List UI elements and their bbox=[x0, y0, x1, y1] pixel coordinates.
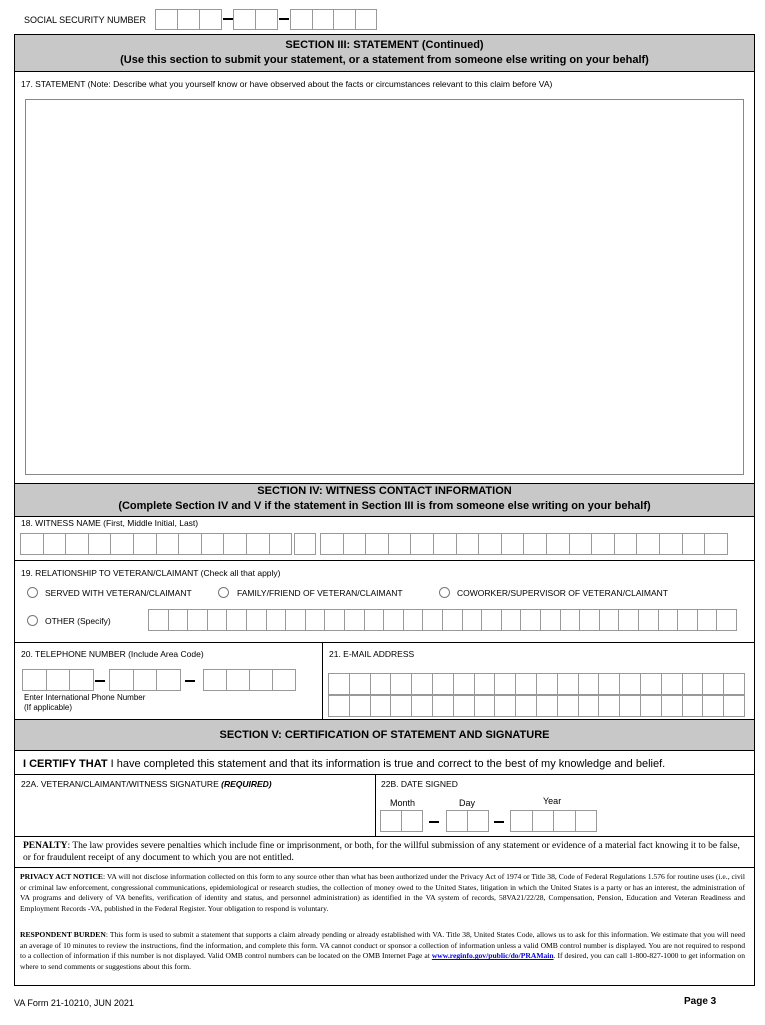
signature-field[interactable] bbox=[24, 792, 372, 834]
email-char-box[interactable] bbox=[390, 695, 412, 717]
other-char-box[interactable] bbox=[422, 609, 443, 631]
email-char-box[interactable] bbox=[619, 673, 641, 695]
phone-digit-box[interactable] bbox=[156, 669, 181, 691]
name-char-box[interactable] bbox=[569, 533, 593, 555]
name-char-box[interactable] bbox=[478, 533, 502, 555]
email-char-box[interactable] bbox=[390, 673, 412, 695]
certify-text: I have completed this statement and that its information is true and correct to the best of my knowledge and belief. bbox=[107, 758, 666, 770]
email-char-box[interactable] bbox=[474, 695, 496, 717]
field20-label: 20. TELEPHONE NUMBER (Include Area Code) bbox=[21, 649, 204, 659]
section4-header bbox=[15, 484, 754, 516]
name-char-box[interactable] bbox=[246, 533, 270, 555]
email-char-box[interactable] bbox=[640, 673, 662, 695]
phone-digit-box[interactable] bbox=[22, 669, 47, 691]
name-char-box[interactable] bbox=[591, 533, 615, 555]
intl-note-line1: Enter International Phone Number bbox=[24, 693, 146, 702]
radio-other[interactable] bbox=[27, 615, 38, 626]
email-char-box[interactable] bbox=[494, 695, 516, 717]
penalty-head: PENALTY bbox=[23, 841, 68, 851]
radio-coworker[interactable] bbox=[439, 587, 450, 598]
divider bbox=[14, 516, 755, 517]
year-digit-box[interactable] bbox=[553, 810, 576, 832]
section3-header bbox=[15, 35, 754, 71]
name-char-box[interactable] bbox=[501, 533, 525, 555]
certify-statement bbox=[23, 758, 665, 770]
option-other-label: OTHER (Specify) bbox=[45, 616, 111, 626]
radio-served[interactable] bbox=[27, 587, 38, 598]
name-char-box[interactable] bbox=[546, 533, 570, 555]
other-char-box[interactable] bbox=[501, 609, 522, 631]
email-char-box[interactable] bbox=[682, 673, 704, 695]
email-char-box[interactable] bbox=[349, 695, 371, 717]
other-char-box[interactable] bbox=[697, 609, 718, 631]
email-char-box[interactable] bbox=[640, 695, 662, 717]
email-char-box[interactable] bbox=[598, 673, 620, 695]
certify-bold: I CERTIFY THAT bbox=[23, 758, 108, 770]
name-char-box[interactable] bbox=[704, 533, 728, 555]
divider bbox=[14, 642, 755, 643]
phone-digit-box[interactable] bbox=[249, 669, 273, 691]
year-digit-box[interactable] bbox=[510, 810, 533, 832]
other-char-box[interactable] bbox=[716, 609, 737, 631]
divider bbox=[14, 774, 755, 775]
penalty-text: : The law provides severe penalties which include fine or imprisonment, or both, for the willful submission of any statement or evidence of a material fact knowing it to be false, or for fraudulent receipt of any document to which you are not entitled. bbox=[23, 841, 740, 863]
email-char-box[interactable] bbox=[453, 673, 475, 695]
page-number: Page 3 bbox=[684, 996, 717, 1007]
name-char-box[interactable] bbox=[682, 533, 706, 555]
email-char-box[interactable] bbox=[474, 673, 496, 695]
name-char-box[interactable] bbox=[43, 533, 67, 555]
other-char-box[interactable] bbox=[226, 609, 247, 631]
divider bbox=[14, 560, 755, 561]
privacy-act-notice bbox=[20, 872, 745, 915]
email-char-box[interactable] bbox=[453, 695, 475, 717]
ssn-digit-box[interactable] bbox=[355, 9, 378, 30]
privacy-head: PRIVACY ACT NOTICE bbox=[20, 872, 104, 881]
other-char-box[interactable] bbox=[187, 609, 208, 631]
other-char-box[interactable] bbox=[520, 609, 541, 631]
intl-phone-note bbox=[24, 693, 145, 713]
phone-digit-box[interactable] bbox=[226, 669, 250, 691]
statement-textarea[interactable] bbox=[25, 99, 744, 475]
ssn-label: SOCIAL SECURITY NUMBER bbox=[24, 15, 147, 25]
name-char-box[interactable] bbox=[133, 533, 157, 555]
name-char-box[interactable] bbox=[88, 533, 112, 555]
name-char-box[interactable] bbox=[636, 533, 660, 555]
divider bbox=[14, 867, 755, 868]
day-digit-box[interactable] bbox=[446, 810, 468, 832]
section4-subtitle: (Complete Section IV and V if the statement in Section III is from someone else writing on your behalf) bbox=[118, 500, 651, 512]
email-char-box[interactable] bbox=[515, 673, 537, 695]
dash-separator bbox=[185, 680, 195, 682]
other-char-box[interactable] bbox=[403, 609, 424, 631]
other-char-box[interactable] bbox=[285, 609, 306, 631]
ssn-digit-box[interactable] bbox=[155, 9, 178, 30]
divider bbox=[322, 642, 323, 719]
name-char-box[interactable] bbox=[523, 533, 547, 555]
email-char-box[interactable] bbox=[515, 695, 537, 717]
email-char-box[interactable] bbox=[411, 673, 433, 695]
field22a-label bbox=[21, 779, 272, 789]
phone-digit-box[interactable] bbox=[272, 669, 296, 691]
field18-label: 18. WITNESS NAME (First, Middle Initial, Last) bbox=[21, 518, 199, 528]
burden-text: : This form is used to submit a statement that supports a claim already pending or already established with VA. Title 38, United States Code, allows us to ask for this information. We estimate that you will need an average of 10 minutes to review the instructions, find the information, and complete this form. VA cannot conduct or sponsor a collection of information unless a valid OMB control number is displayed. You are not required to respond to a collection of information if this number is not displayed. Valid OMB control numbers can be located on the OMB Internet Page at bbox=[20, 930, 745, 961]
burden-text-2: . If desired, you can call 1-800-827-1000 to get information on where to send comments or suggestions about this form. bbox=[20, 951, 746, 972]
other-char-box[interactable] bbox=[618, 609, 639, 631]
radio-family[interactable] bbox=[218, 587, 229, 598]
intl-note-line2: (If applicable) bbox=[24, 703, 73, 712]
form-id: VA Form 21-10210, JUN 2021 bbox=[14, 998, 134, 1008]
name-char-box[interactable] bbox=[659, 533, 683, 555]
name-char-box[interactable] bbox=[456, 533, 480, 555]
dash-separator bbox=[223, 18, 233, 20]
day-label: Day bbox=[459, 798, 476, 808]
email-char-box[interactable] bbox=[328, 673, 350, 695]
name-char-box[interactable] bbox=[156, 533, 180, 555]
email-char-box[interactable] bbox=[619, 695, 641, 717]
other-char-box[interactable] bbox=[599, 609, 620, 631]
section5-title: SECTION V: CERTIFICATION OF STATEMENT AND SIGNATURE bbox=[15, 720, 754, 750]
field21-label: 21. E-MAIL ADDRESS bbox=[329, 649, 415, 659]
other-char-box[interactable] bbox=[266, 609, 287, 631]
name-char-box[interactable] bbox=[110, 533, 134, 555]
burden-head: RESPONDENT BURDEN bbox=[20, 930, 106, 939]
other-char-box[interactable] bbox=[344, 609, 365, 631]
option-served-label: SERVED WITH VETERAN/CLAIMANT bbox=[45, 588, 192, 598]
pra-link[interactable]: www.reginfo.gov/public/do/PRAMain bbox=[431, 951, 554, 961]
name-char-box[interactable] bbox=[201, 533, 225, 555]
email-char-box[interactable] bbox=[349, 673, 371, 695]
phone-digit-box[interactable] bbox=[109, 669, 134, 691]
ssn-digit-box[interactable] bbox=[199, 9, 222, 30]
year-digit-box[interactable] bbox=[575, 810, 598, 832]
email-char-box[interactable] bbox=[578, 673, 600, 695]
email-char-box[interactable] bbox=[536, 673, 558, 695]
email-char-box[interactable] bbox=[723, 673, 745, 695]
ssn-digit-box[interactable] bbox=[290, 9, 313, 30]
other-char-box[interactable] bbox=[579, 609, 600, 631]
other-char-box[interactable] bbox=[246, 609, 267, 631]
other-char-box[interactable] bbox=[324, 609, 345, 631]
email-char-box[interactable] bbox=[578, 695, 600, 717]
other-char-box[interactable] bbox=[207, 609, 228, 631]
divider bbox=[14, 836, 755, 837]
email-char-box[interactable] bbox=[557, 695, 579, 717]
phone-digit-box[interactable] bbox=[133, 669, 158, 691]
middle-initial-box[interactable] bbox=[294, 533, 316, 555]
name-char-box[interactable] bbox=[343, 533, 367, 555]
email-char-box[interactable] bbox=[536, 695, 558, 717]
phone-digit-box[interactable] bbox=[46, 669, 71, 691]
email-char-box[interactable] bbox=[661, 695, 683, 717]
other-char-box[interactable] bbox=[148, 609, 169, 631]
dash-separator bbox=[95, 680, 105, 682]
section3-title: SECTION III: STATEMENT (Continued) bbox=[285, 39, 484, 51]
email-char-box[interactable] bbox=[370, 673, 392, 695]
other-char-box[interactable] bbox=[658, 609, 679, 631]
year-label: Year bbox=[543, 796, 562, 806]
other-char-box[interactable] bbox=[383, 609, 404, 631]
email-char-box[interactable] bbox=[411, 695, 433, 717]
month-digit-box[interactable] bbox=[380, 810, 402, 832]
name-char-box[interactable] bbox=[614, 533, 638, 555]
field19-label: 19. RELATIONSHIP TO VETERAN/CLAIMANT (Check all that apply) bbox=[21, 568, 281, 578]
dash-separator bbox=[494, 821, 504, 823]
name-char-box[interactable] bbox=[269, 533, 293, 555]
penalty-notice bbox=[23, 840, 743, 864]
month-label: Month bbox=[390, 798, 416, 808]
email-char-box[interactable] bbox=[557, 673, 579, 695]
other-char-box[interactable] bbox=[560, 609, 581, 631]
option-family-label: FAMILY/FRIEND OF VETERAN/CLAIMANT bbox=[237, 588, 403, 598]
email-char-box[interactable] bbox=[432, 673, 454, 695]
name-char-box[interactable] bbox=[223, 533, 247, 555]
name-char-box[interactable] bbox=[388, 533, 412, 555]
phone-digit-box[interactable] bbox=[203, 669, 227, 691]
email-char-box[interactable] bbox=[328, 695, 350, 717]
name-char-box[interactable] bbox=[65, 533, 89, 555]
other-char-box[interactable] bbox=[481, 609, 502, 631]
year-digit-box[interactable] bbox=[532, 810, 555, 832]
dash-separator bbox=[429, 821, 439, 823]
phone-digit-box[interactable] bbox=[69, 669, 94, 691]
ssn-digit-box[interactable] bbox=[333, 9, 356, 30]
field22b-label: 22B. DATE SIGNED bbox=[381, 779, 458, 789]
other-char-box[interactable] bbox=[540, 609, 561, 631]
dash-separator bbox=[279, 18, 289, 20]
ssn-digit-box[interactable] bbox=[177, 9, 200, 30]
field22a-required: (REQUIRED) bbox=[221, 779, 272, 789]
privacy-text: : VA will not disclose information collected on this form to any source other than what has been authorized under the Privacy Act of 1974 or Title 38, Code of Federal Regulations 1.576 for routine uses (i.e., civil or criminal law enforcement, congressional communications, epidemiological or research studies, the collection of money owed to the United States, litigation in which the United States is a party or has an interest, the administration of VA programs and delivery of VA benefits, verification of identity and status, and personnel administration) as identified in the VA system of records, 58VA21/22/28, Compensation, Pension, Education and Veteran Readiness and Employment Records -VA, published in the Federal Register. Your obligation to respond is voluntary. bbox=[20, 872, 745, 914]
divider bbox=[14, 71, 755, 72]
name-char-box[interactable] bbox=[410, 533, 434, 555]
other-char-box[interactable] bbox=[305, 609, 326, 631]
email-char-box[interactable] bbox=[723, 695, 745, 717]
name-char-box[interactable] bbox=[320, 533, 344, 555]
name-char-box[interactable] bbox=[178, 533, 202, 555]
respondent-burden bbox=[20, 930, 745, 973]
email-char-box[interactable] bbox=[702, 695, 724, 717]
name-char-box[interactable] bbox=[20, 533, 44, 555]
email-char-box[interactable] bbox=[702, 673, 724, 695]
email-char-box[interactable] bbox=[598, 695, 620, 717]
ssn-digit-box[interactable] bbox=[233, 9, 256, 30]
other-char-box[interactable] bbox=[442, 609, 463, 631]
field22a-label-text: 22A. VETERAN/CLAIMANT/WITNESS SIGNATURE bbox=[21, 779, 222, 789]
email-char-box[interactable] bbox=[370, 695, 392, 717]
name-char-box[interactable] bbox=[433, 533, 457, 555]
ssn-digit-box[interactable] bbox=[255, 9, 278, 30]
email-char-box[interactable] bbox=[432, 695, 454, 717]
other-char-box[interactable] bbox=[168, 609, 189, 631]
divider bbox=[375, 774, 376, 836]
section3-subtitle: (Use this section to submit your statement, or a statement from someone else writing on your behalf) bbox=[120, 54, 649, 66]
option-coworker-label: COWORKER/SUPERVISOR OF VETERAN/CLAIMANT bbox=[457, 588, 668, 598]
email-char-box[interactable] bbox=[682, 695, 704, 717]
email-char-box[interactable] bbox=[661, 673, 683, 695]
name-char-box[interactable] bbox=[365, 533, 389, 555]
email-char-box[interactable] bbox=[494, 673, 516, 695]
section4-title: SECTION IV: WITNESS CONTACT INFORMATION bbox=[257, 485, 512, 497]
other-char-box[interactable] bbox=[677, 609, 698, 631]
ssn-digit-box[interactable] bbox=[312, 9, 335, 30]
other-char-box[interactable] bbox=[638, 609, 659, 631]
field17-label: 17. STATEMENT (Note: Describe what you yourself know or have observed about the facts or circumstances relevant to this claim before VA) bbox=[21, 79, 553, 89]
day-digit-box[interactable] bbox=[467, 810, 489, 832]
month-digit-box[interactable] bbox=[401, 810, 423, 832]
other-char-box[interactable] bbox=[462, 609, 483, 631]
other-char-box[interactable] bbox=[364, 609, 385, 631]
divider bbox=[14, 750, 755, 751]
